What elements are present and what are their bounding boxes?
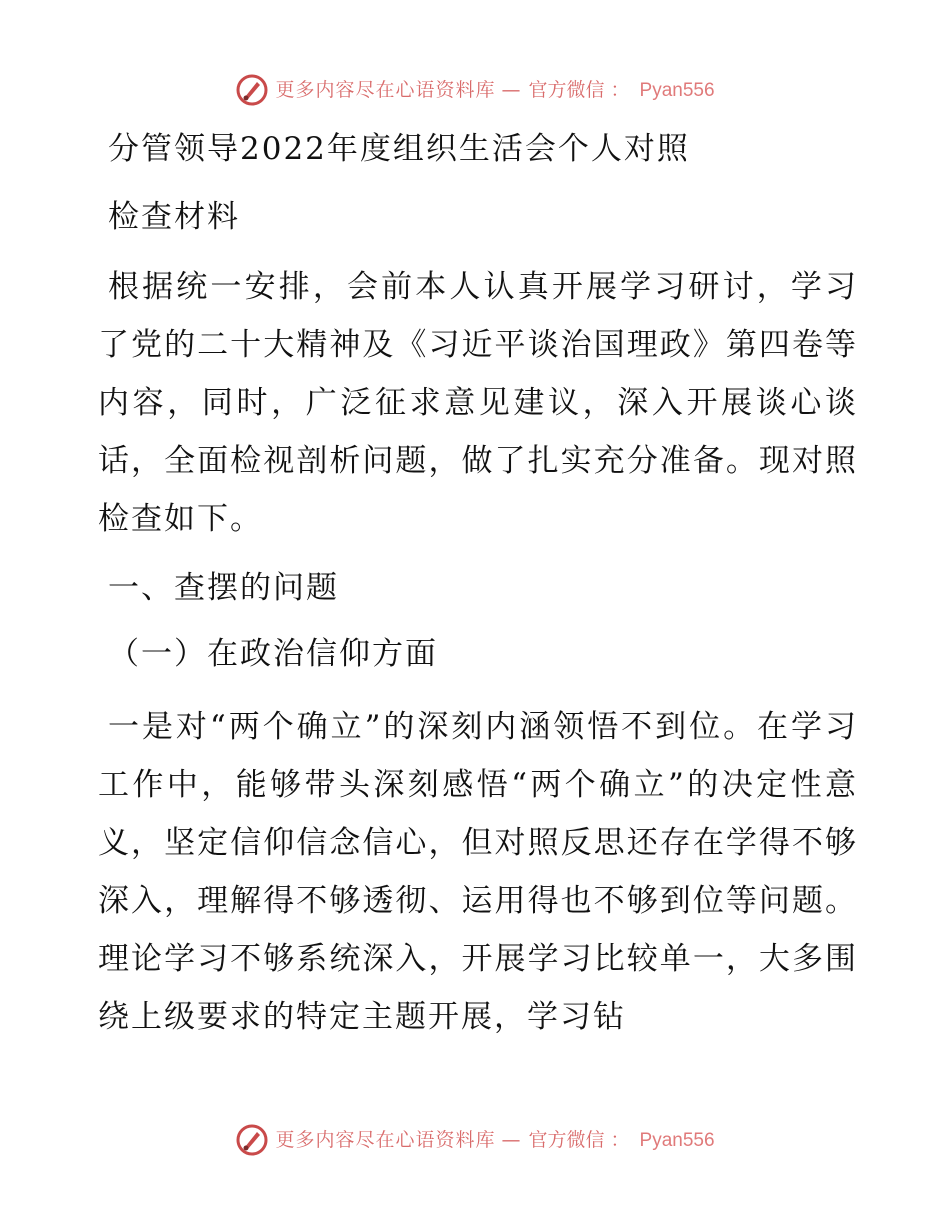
banner-brand-text: 更多内容尽在心语资料库 <box>275 78 496 101</box>
banner-wechat-label: 官方微信 <box>528 78 605 101</box>
banner-brand-text: 更多内容尽在心语资料库 <box>275 1128 496 1151</box>
banner-separator: — <box>501 1128 521 1151</box>
point-1-paragraph: 一是对“两个确立”的深刻内涵领悟不到位。在学习工作中，能够带头深刻感悟“两个确立”的决定性意义，坚定信仰信念信心，但对照反思还存在学得不够深入，理解得不够透彻、运用得也不够到位等问题。理论学习不够系统深入，开展学习比较单一，大多围绕上级要求的特定主题开展，学习钻 <box>98 709 858 1035</box>
brush-circle-logo-icon <box>235 1123 269 1157</box>
banner-wechat-label: 官方微信 <box>528 1128 605 1151</box>
footer-watermark-banner <box>0 1120 950 1160</box>
document-title-line-1: 分管领导2022年度组织生活会个人对照 <box>108 131 690 167</box>
banner-wechat-id: Pyan556 <box>639 79 715 101</box>
banner-wechat-id: Pyan556 <box>639 1129 715 1151</box>
document-body <box>98 122 858 1046</box>
subsection-heading-1: （一）在政治信仰方面 <box>108 636 438 672</box>
banner-colon: ： <box>610 1128 630 1151</box>
banner-colon: ： <box>610 78 630 101</box>
banner-separator: — <box>501 78 521 101</box>
section-heading-1: 一、查摆的问题 <box>108 570 339 606</box>
brush-circle-logo-icon <box>235 73 269 107</box>
header-watermark-banner <box>0 70 950 110</box>
intro-paragraph: 根据统一安排，会前本人认真开展学习研讨，学习了党的二十大精神及《习近平谈治国理政》第四卷等内容，同时，广泛征求意见建议，深入开展谈心谈话，全面检视剖析问题，做了扎实充分准备。现对照检查如下。 <box>98 269 858 537</box>
document-title-line-2: 检查材料 <box>108 199 240 235</box>
